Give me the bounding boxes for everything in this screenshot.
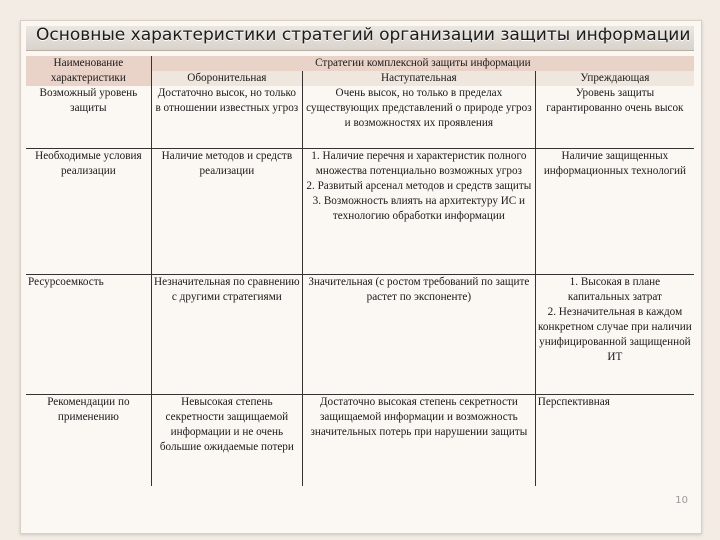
- cell-defensive: Невысокая степень секретности защищаемой информации и не очень большие ожидаемые потери: [151, 394, 302, 486]
- cell-offensive: Очень высок, но только в пределах существующих представлений о природе угроз и возможностях их проявления: [302, 86, 535, 148]
- header-strategies-group: Стратегии комплексной защиты информации: [151, 56, 694, 71]
- row-name: Рекомендации по применению: [26, 394, 151, 486]
- table-row: [26, 148, 694, 274]
- cell-offensive: [302, 148, 535, 274]
- header-preventive: Упреждающая: [535, 71, 694, 86]
- header-offensive: Наступательная: [302, 71, 535, 86]
- strategies-table: [26, 56, 694, 486]
- cell-offensive: Достаточно высокая степень секретности защищаемой информации и возможность значительных потерь при нарушении защиты: [302, 394, 535, 486]
- cell-defensive: Достаточно высок, но только в отношении известных угроз: [151, 86, 302, 148]
- page-number: 10: [675, 495, 688, 506]
- cell-preventive: Уровень защиты гарантированно очень высок: [546, 87, 684, 114]
- row-name: Возможный уровень защиты: [26, 86, 151, 148]
- list-item: 3. Возможность влиять на архитектуру ИС и технологию обработки информации: [312, 194, 526, 222]
- table-header-row-1: [26, 56, 694, 71]
- table-row: [26, 394, 694, 486]
- list-item: 1. Наличие перечня и характеристик полного множества потенциально возможных угроз: [311, 149, 527, 177]
- cell-preventive: [535, 274, 694, 394]
- cell-preventive: Перспективная: [535, 394, 694, 486]
- cell-offensive: Значительная (с ростом требований по защите растет по экспоненте): [302, 274, 535, 394]
- cell-defensive: Незначительная по сравнению с другими стратегиями: [151, 274, 302, 394]
- header-characteristic: Наименование характеристики: [26, 56, 151, 86]
- row-name: Ресурсоемкость: [26, 274, 151, 394]
- page-title: Основные характеристики стратегий организации защиты информации: [36, 25, 691, 45]
- table-row: [26, 274, 694, 394]
- list-item: 1. Высокая в плане капитальных затрат: [567, 275, 662, 303]
- list-item: 2. Незначительная в каждом конкретном случае при наличии унифицированной защищенной ИТ: [538, 305, 692, 363]
- cell-preventive: Наличие защищенных информационных технологий: [535, 148, 694, 274]
- row-name: Необходимые условия реализации: [26, 148, 151, 274]
- cell-defensive: Наличие методов и средств реализации: [151, 148, 302, 274]
- list-item: 2. Развитый арсенал методов и средств защиты: [306, 179, 532, 192]
- table-row: [26, 86, 694, 148]
- header-defensive: Оборонительная: [151, 71, 302, 86]
